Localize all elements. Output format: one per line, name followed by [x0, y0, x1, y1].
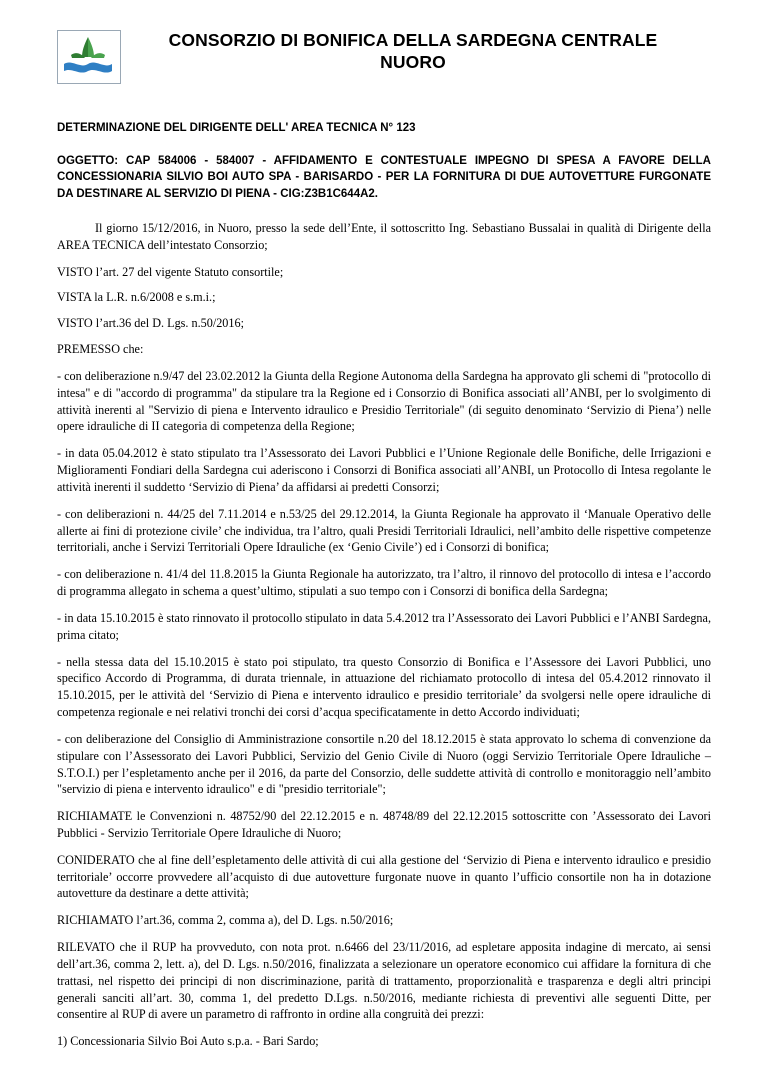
paragraph-rilevato-rup: RILEVATO che il RUP ha provveduto, con nota prot. n.6466 del 23/11/2016, ad espletare apposita indagine di mercato, ai sensi dell’art.36, comma 2, lett. a), del D. Lgs. n.50/2016, finalizzata a selezionare un operatore economico cui affidare la fornitura di che trattasi, nel rispetto dei principi di non discriminazione, parità di trattamento, proporzionalità e trasparenza e degli altri principi generali sanciti all’art. 30, comma 1, del predetto D.Lgs. n.50/2016, mediante richiesta di preventivi alle seguenti Ditte, per consentire al RUP di avere un parametro di raffronto in ordine alla congruità dei prezzi: [57, 940, 711, 1022]
oggetto-block [57, 153, 711, 202]
paragraph-richiamato-art36: RICHIAMATO l’art.36, comma 2, comma a), del D. Lgs. n.50/2016; [57, 913, 394, 928]
letterhead-titles [135, 30, 711, 74]
oggetto-text: : CAP 584006 - 584007 - AFFIDAMENTO E CONTESTUALE IMPEGNO DI SPESA A FAVORE DELLA CONCESSIONARIA SILVIO BOI AUTO SPA - BARISARDO - PER LA FORNITURA DI DUE AUTOVETTURE FURGONATE DA DESTINARE AL SERVIZIO DI PIENA - CIG:Z3B1C644A2. [57, 155, 711, 200]
paragraph-accordo-programma: - nella stessa data del 15.10.2015 è stato poi stipulato, tra questo Consorzio di Bonifica e l’Assessore dei Lavori Pubblici, uno specifico Accordo di Programma, di durata triennale, in attuazione del richiamato protocollo di intesa del 05.4.2012 rinnovato il 15.10.2015, per le attività del ‘Servizio di Piena e intervento idraulico e presidio territoriale’ da svolgersi nelle opere idrauliche di competenza regionale e nei relativi tronchi dei corsi d’acqua specificatamente in detto Accordo individuati; [57, 654, 711, 720]
paragraph-considerato: CONIDERATO che al fine dell’espletamento delle attività di cui alla gestione del ‘Servizio di Piena e intervento idraulico e presidio territoriale’ occorre provvedere all’acquisto di due autovetture furgonate nuove in quanto l’ufficio consortile non ha in dotazione autovetture da destinare a dette attività; [57, 852, 711, 901]
paragraph-delibera-947: - con deliberazione n.9/47 del 23.02.2012 la Giunta della Regione Autonoma della Sardegna ha approvato gli schemi di "protocollo di intesa" e di "accordo di programma" da stipulare tra la Regione ed i Consorzio di Bonifica associati all’ANBI, per lo svolgimento di attività inerenti al "Servizio di piena e Intervento idraulico e Presidio Territoriale" (di seguito denominato ‘Servizio di Piena’) nelle opere idrauliche di II categoria di competenza della Regione; [57, 368, 711, 434]
paragraph-visto-art36: VISTO l’art.36 del D. Lgs. n.50/2016; [57, 316, 244, 331]
organization-city: NUORO [380, 51, 446, 72]
letterhead [57, 30, 711, 84]
consorzio-logo [57, 30, 121, 84]
paragraph-visto-statuto: VISTO l’art. 27 del vigente Statuto consortile; [57, 264, 284, 279]
paragraph-delibere-2014: - con deliberazioni n. 44/25 del 7.11.2014 e n.53/25 del 29.12.2014, la Giunta Regionale ha approvato il ‘Manuale Operativo delle allerte ai fini di protezione civile’ che individua, tra l’altro, quali Presidi Territoriali Idraulici, nell’ambito delle rispettive competenze territoriali, anche i Servizi Territoriali Opere Idrauliche (ex ‘Genio Civile’) ed i Consorzi di bonifica; [57, 506, 711, 555]
paragraph-rinnovo-protocollo: - in data 15.10.2015 è stato rinnovato il protocollo stipulato in data 5.4.2012 tra l’Assessorato dei Lavori Pubblici e l’ANBI Sardegna, prima citato; [57, 610, 711, 642]
paragraph-delibera-cda-20: - con deliberazione del Consiglio di Amministrazione consortile n.20 del 18.12.2015 è stata approvato lo schema di convenzione da stipulare con l’Assessorato dei Lavori Pubblici, Servizio del Genio Civile di Nuoro (oggi Servizio Territoriale Opere Idrauliche – S.T.O.I.) per l’espletamento anche per il 2016, da parte del Consorzio, delle suddette attività di controllo e monitoraggio nell’ambito "servizio di piena e intervento idraulico" e di "presidio territoriale"; [57, 731, 711, 797]
paragraph-premesso: PREMESSO che: [57, 342, 144, 357]
paragraph-vista-lr: VISTA la L.R. n.6/2008 e s.m.i.; [57, 290, 216, 305]
determination-title: DETERMINAZIONE DEL DIRIGENTE DELL' AREA TECNICA N° 123 [57, 122, 416, 134]
paragraph-richiamate-convenzioni: RICHIAMATE le Convenzioni n. 48752/90 del 22.12.2015 e n. 48748/89 del 22.12.2015 sottoscritte con ’Assessorato dei Lavori Pubblici - Servizio Territoriale Opere Idrauliche di Nuoro; [57, 809, 711, 840]
paragraph-protocollo-2012: - in data 05.04.2012 è stato stipulato tra l’Assessorato dei Lavori Pubblici e l’Unione Regionale delle Bonifiche, delle Irrigazioni e Miglioramenti Fondiari della Sardegna cui aderiscono i Consorzi di Bonifica associati all’ANBI, un Protocollo di Intesa regolante le attività inerenti il suddetto ‘Servizio di Piena’ da affidarsi ai predetti Consorzi; [57, 446, 711, 494]
organization-name-line1: CONSORZIO DI BONIFICA DELLA SARDEGNA CENTRALE [168, 30, 658, 50]
paragraph-ditta-1: 1) Concessionaria Silvio Boi Auto s.p.a. - Bari Sardo; [57, 1034, 319, 1049]
paragraph-delibera-414: - con deliberazione n. 41/4 del 11.8.2015 la Giunta Regionale ha autorizzato, tra l’altro, il rinnovo del protocollo di intesa e l’accordo di programma allegato in schema a quest’ultimo, stipulati a suo tempo con i Consorzi di bonifica della Sardegna; [57, 567, 711, 599]
oggetto-label: OGGETTO [57, 155, 115, 167]
paragraph-opening: Il giorno 15/12/2016, in Nuoro, presso la sede dell’Ente, il sottoscritto Ing. Sebastiano Bussalai in qualità di Dirigente della AREA TECNICA dell’intestato Consorzio; [57, 220, 711, 252]
